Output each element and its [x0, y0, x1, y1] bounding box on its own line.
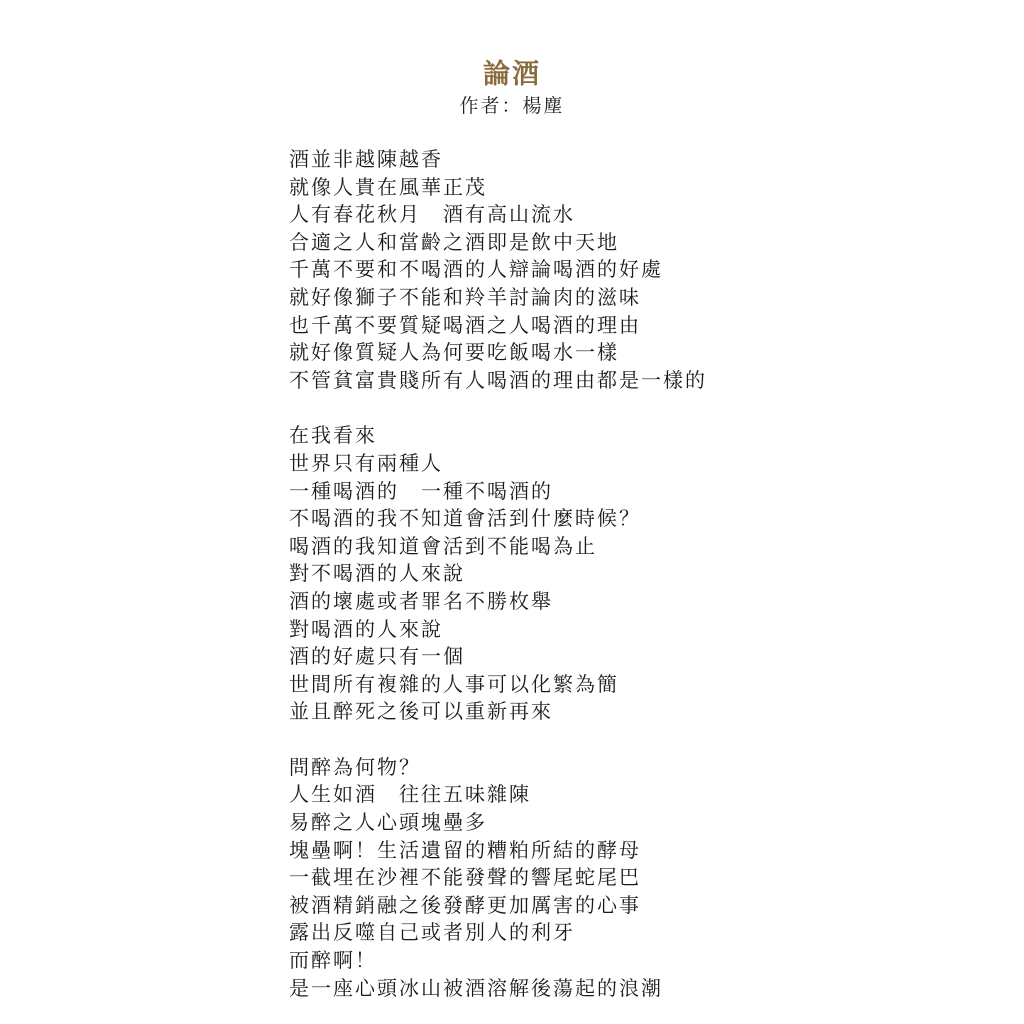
poem-line: 一種喝酒的 一種不喝酒的 — [289, 478, 553, 503]
poem-line: 一截埋在沙裡不能發聲的響尾蛇尾巴 — [289, 865, 641, 890]
poem-line: 千萬不要和不喝酒的人辯論喝酒的好處 — [289, 257, 663, 282]
poem-line: 喝酒的我知道會活到不能喝為止 — [289, 533, 597, 558]
poem-line: 而醉啊！ — [289, 948, 377, 973]
poem-line: 被酒精銷融之後發酵更加厲害的心事 — [289, 892, 641, 917]
poem-line: 世界只有兩種人 — [289, 450, 443, 475]
poem-line: 就像人貴在風華正茂 — [289, 174, 487, 199]
poem-line: 酒的壞處或者罪名不勝枚舉 — [289, 588, 553, 613]
poem-line: 世間所有複雜的人事可以化繁為簡 — [289, 671, 619, 696]
poem-line: 易醉之人心頭塊壘多 — [289, 810, 487, 835]
poem-line: 是一座心頭冰山被酒溶解後蕩起的浪潮 — [289, 975, 663, 1000]
poem-line: 不喝酒的我不知道會活到什麼時候？ — [289, 506, 641, 531]
poem-line: 對喝酒的人來說 — [289, 616, 443, 641]
poem-line: 並且醉死之後可以重新再來 — [289, 699, 553, 724]
poem-line: 合適之人和當齡之酒即是飲中天地 — [289, 229, 619, 254]
poem-line: 就好像獅子不能和羚羊討論肉的滋味 — [289, 284, 641, 309]
poem-line: 也千萬不要質疑喝酒之人喝酒的理由 — [289, 312, 641, 337]
poem-line: 露出反噬自己或者別人的利牙 — [289, 920, 575, 945]
poem-line: 人有春花秋月 酒有高山流水 — [289, 202, 575, 227]
poem-line: 就好像質疑人為何要吃飯喝水一樣 — [289, 340, 619, 365]
poem-author: 作者：楊塵 — [459, 95, 565, 117]
poem-line: 人生如酒 往往五味雜陳 — [289, 782, 531, 807]
poem-line: 問醉為何物？ — [289, 754, 421, 779]
poem-line: 塊壘啊！生活遺留的糟粕所結的酵母 — [289, 837, 641, 862]
stanza-1 — [289, 146, 989, 394]
poem-line: 在我看來 — [289, 423, 377, 448]
poem-body — [289, 146, 989, 1024]
poem-line: 不管貧富貴賤所有人喝酒的理由都是一樣的 — [289, 367, 707, 392]
poem-line: 對不喝酒的人來說 — [289, 561, 465, 586]
stanza-3 — [289, 754, 989, 1002]
stanza-2 — [289, 422, 989, 726]
poem-title: 論酒 — [483, 59, 541, 90]
poem-line: 酒的好處只有一個 — [289, 644, 465, 669]
poem-line: 酒並非越陳越香 — [289, 147, 443, 171]
